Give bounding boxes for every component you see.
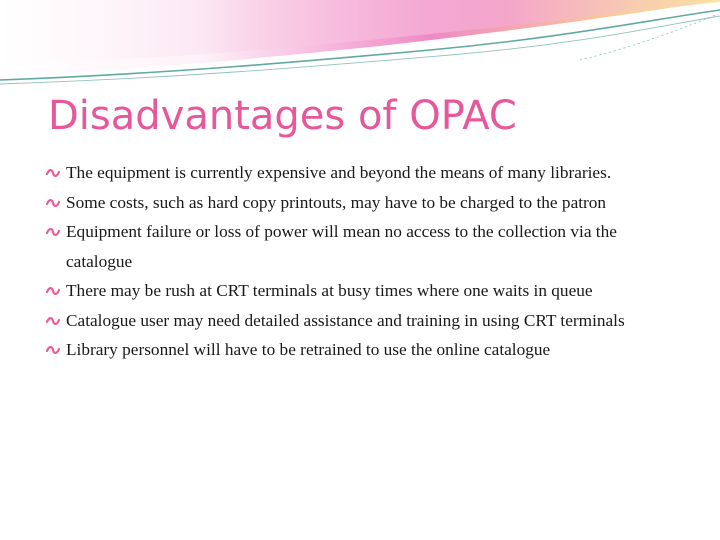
bullet-text: There may be rush at CRT terminals at busy times where one waits in queue xyxy=(66,281,593,300)
bullet-item xyxy=(46,188,671,218)
slide-title: Disadvantages of OPAC xyxy=(48,93,517,139)
wave-bullet-icon xyxy=(46,168,60,178)
bullet-text: Some costs, such as hard copy printouts, may have to be charged to the patron xyxy=(66,192,607,212)
bullet-text: The equipment is currently expensive and beyond the means of many libraries. xyxy=(66,163,612,182)
bullet-text: Catalogue user may need detailed assistance and training in using CRT terminals xyxy=(66,310,625,330)
bullet-text: Library personnel will have to be retrained to use the online catalogue xyxy=(66,340,551,359)
decorative-header-band xyxy=(0,0,720,100)
wave-bullet-icon xyxy=(46,316,60,326)
bullet-item xyxy=(46,158,671,188)
wave-bullet-icon xyxy=(46,345,60,355)
bullet-item xyxy=(46,217,671,276)
bullet-item xyxy=(46,276,671,306)
wave-bullet-icon xyxy=(46,227,60,237)
wave-bullet-icon xyxy=(46,198,60,208)
wave-bullet-icon xyxy=(46,286,60,296)
bullet-item xyxy=(46,306,671,336)
bullet-text: Equipment failure or loss of power will mean no access to the collection via the catalogue xyxy=(66,222,617,271)
bullet-item xyxy=(46,335,671,365)
bullet-list xyxy=(46,158,671,365)
